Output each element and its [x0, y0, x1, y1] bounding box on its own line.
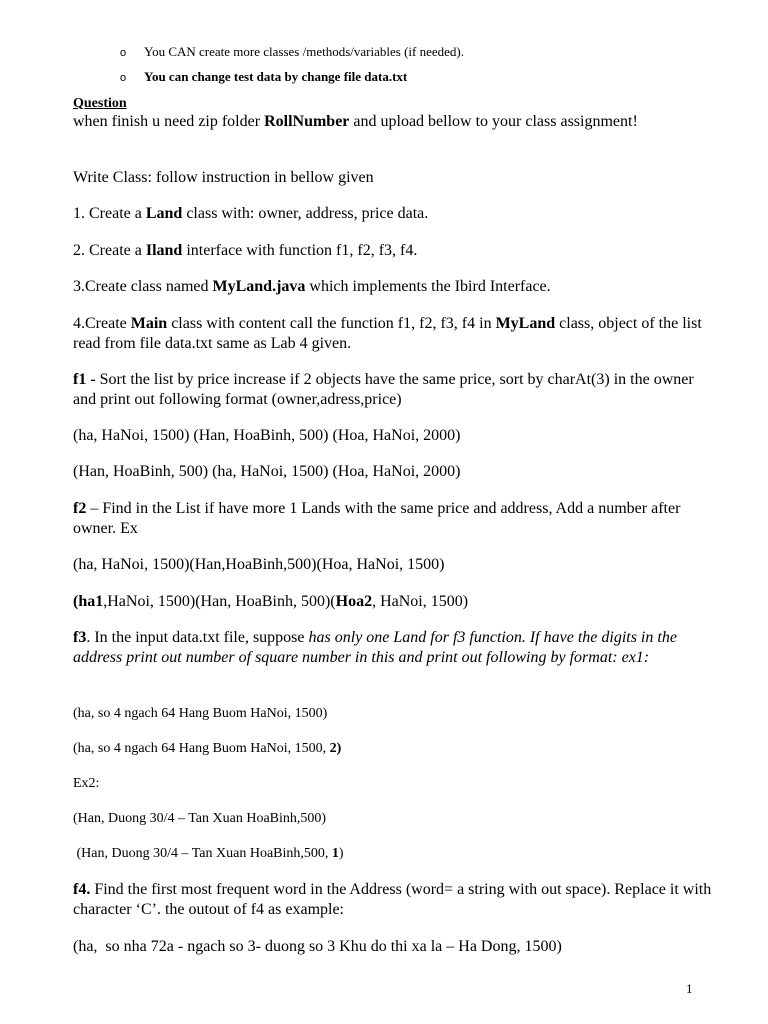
f2-description: f2 – Find in the List if have more 1 Lands with the same price and address, Add a number after owner. Ex — [73, 500, 681, 537]
page-number: 1 — [686, 981, 693, 996]
f4-example-input: (ha, so nha 72a - ngach so 3- duong so 3 Khu do thi xa la – Ha Dong, 1500) — [73, 938, 562, 955]
question-heading: Question — [73, 96, 127, 111]
bullet-marker: o — [120, 47, 127, 59]
f1-example-input: (ha, HaNoi, 1500) (Han, HoaBinh, 500) (Hoa, HaNoi, 2000) — [73, 427, 461, 444]
bullet-item — [120, 69, 407, 86]
f1-example-output: (Han, HoaBinh, 500) (ha, HaNoi, 1500) (Hoa, HaNoi, 2000) — [73, 463, 461, 480]
intro-paragraph: when finish u need zip folder RollNumber and upload bellow to your class assignment! — [73, 113, 638, 130]
bullet-text: You can change test data by change file data.txt — [144, 69, 408, 84]
bullet-text: You CAN create more classes /methods/variables (if needed). — [144, 44, 464, 59]
f3-example1-input: (ha, so 4 ngach 64 Hang Buom HaNoi, 1500) — [73, 706, 328, 721]
f1-description: f1 - Sort the list by price increase if 2 objects have the same price, sort by charAt(3) in the owner and print out following format (owner,adress,price) — [73, 371, 694, 408]
f3-example2-input: (Han, Duong 30/4 – Tan Xuan HoaBinh,500) — [73, 811, 327, 826]
f3-description: f3. In the input data.txt file, suppose has only one Land for f3 function. If have the digits in the address print out number of square number in this and print out following by format: ex1: — [73, 629, 677, 666]
step-2: 2. Create a Iland interface with function f1, f2, f3, f4. — [73, 242, 418, 259]
f3-example1-output: (ha, so 4 ngach 64 Hang Buom HaNoi, 1500, 2) — [73, 741, 342, 756]
write-class-line: Write Class: follow instruction in bellow given — [73, 169, 374, 186]
f4-description: f4. Find the first most frequent word in the Address (word= a string with out space). Replace it with character ‘C’. the outout of f4 as example: — [73, 881, 712, 918]
f2-example-input: (ha, HaNoi, 1500)(Han,HoaBinh,500)(Hoa, HaNoi, 1500) — [73, 556, 445, 573]
bullet-item — [120, 44, 464, 61]
f3-example2-label: Ex2: — [73, 776, 100, 791]
f2-example-output: (ha1,HaNoi, 1500)(Han, HoaBinh, 500)(Hoa2, HaNoi, 1500) — [73, 593, 469, 610]
f3-example2-output: (Han, Duong 30/4 – Tan Xuan HoaBinh,500, 1) — [73, 846, 344, 861]
step-1: 1. Create a Land class with: owner, address, price data. — [73, 205, 429, 222]
step-4: 4.Create Main class with content call the function f1, f2, f3, f4 in MyLand class, object of the list read from file data.txt same as Lab 4 given. — [73, 315, 702, 352]
step-3: 3.Create class named MyLand.java which implements the Ibird Interface. — [73, 278, 551, 295]
bullet-marker: o — [120, 72, 127, 84]
